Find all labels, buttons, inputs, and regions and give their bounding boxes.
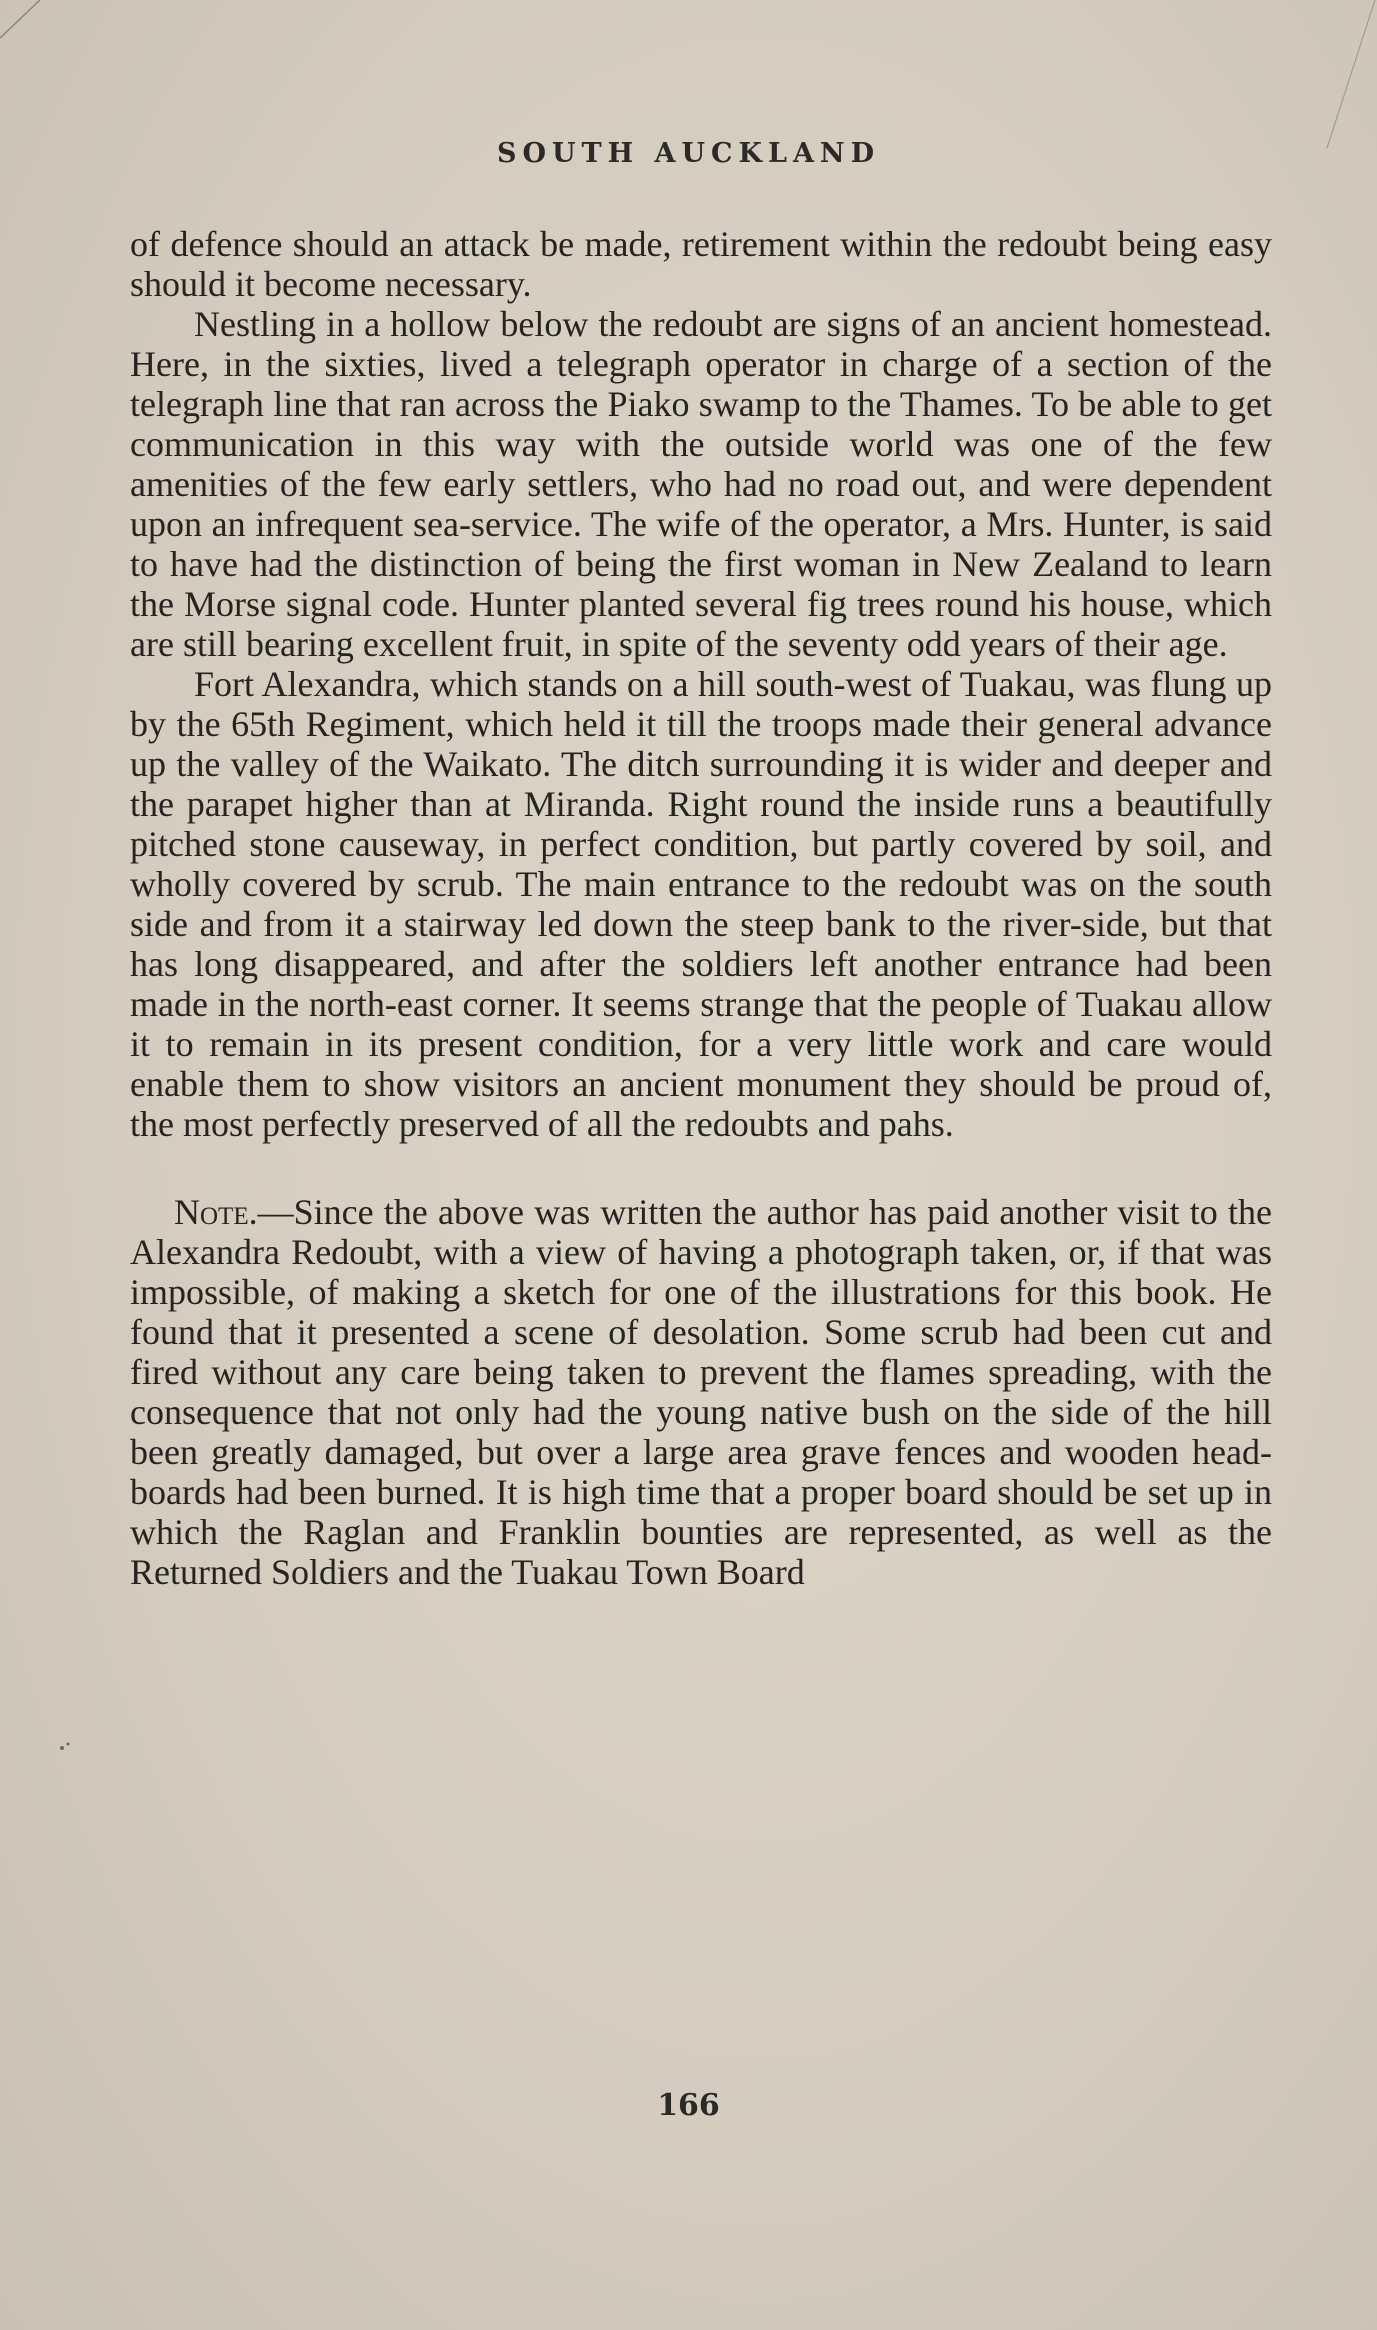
ink-speck	[58, 1740, 72, 1754]
paragraph-2: Nestling in a hollow below the redoubt are signs of an ancient homestead. Here, in the sixties, lived a telegraph operator in charge of a section of the telegraph line that ran across the Piako swamp to the Thames. To be able to get communication in this way with the outside world was one of the few amenities of the few early settlers, who had no road out, and were dependent upon an infrequent sea-service. The wife of the operator, a Mrs. Hunter, is said to have had the distinction of being the first woman in New Zealand to learn the Morse signal code. Hunter planted several fig trees round his house, which are still bearing excellent fruit, in spite of the seventy odd years of their age.	[130, 304, 1272, 664]
running-head: SOUTH AUCKLAND	[496, 138, 881, 169]
body-text	[130, 224, 1272, 1592]
page-number: 166	[657, 2088, 720, 2123]
note-paragraph	[130, 1192, 1272, 1592]
paragraph-3: Fort Alexandra, which stands on a hill south-west of Tuakau, was flung up by the 65th Regiment, which held it till the troops made their general advance up the valley of the Waikato. The ditch surrounding it is wider and deeper and the parapet higher than at Miranda. Right round the inside runs a beautifully pitched stone causeway, in perfect condition, but partly covered by soil, and wholly covered by scrub. The main entrance to the redoubt was on the south side and from it a stairway led down the steep bank to the river-side, but that has long disappeared, and after the soldiers left another entrance had been made in the north-east corner. It seems strange that the people of Tuakau allow it to remain in its present condition, for a very little work and care would enable them to show visitors an ancient monument they should be proud of, the most perfectly preserved of all the redoubts and pahs.	[130, 664, 1272, 1144]
note-label: Note.	[174, 1192, 258, 1232]
note-text: —Since the above was written the author has paid another visit to the Alexandra Redoubt, with a view of having a photograph taken, or, if that was impossible, of making a sketch for one of the illustrations for this book. He found that it presented a scene of desolation. Some scrub had been cut and fired without any care being taken to prevent the flames spreading, with the consequence that not only had the young native bush on the side of the hill been greatly damaged, but over a large area grave fences and wooden head-boards had been burned. It is high time that a proper board should be set up in which the Raglan and Franklin bounties are represented, as well as the Returned Soldiers and the Tuakau Town Board	[130, 1192, 1272, 1592]
paragraph-1: of defence should an attack be made, retirement within the redoubt being easy should it become necessary.	[130, 224, 1272, 304]
page-crease-top-right	[1317, 0, 1377, 150]
page-crease-top-left	[0, 0, 60, 40]
